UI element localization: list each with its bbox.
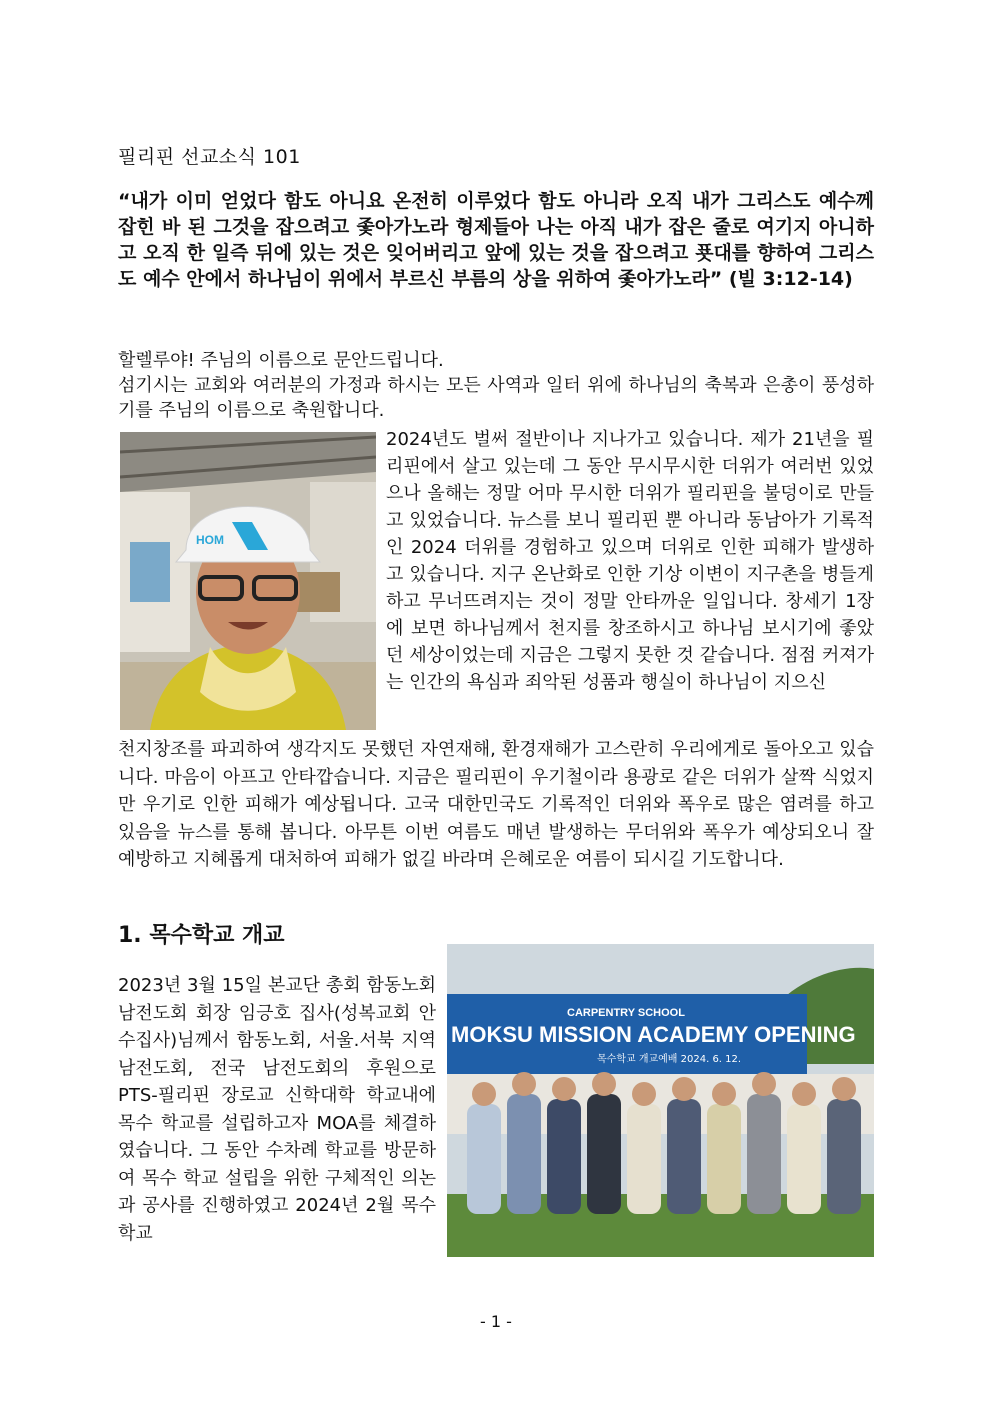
selfie-illustration — [120, 432, 376, 730]
banner-line-1: CARPENTRY SCHOOL — [567, 1007, 685, 1019]
helmet-text: HOM — [196, 533, 224, 547]
banner-line-3: 목수학교 개교예배 2024. 6. 12. — [597, 1054, 742, 1065]
page-number: - 1 - — [480, 1312, 512, 1331]
body-paragraph-continued: 천지창조를 파괴하여 생각지도 못했던 자연재해, 환경재해가 고스란히 우리에게로 돌아오고 있습니다. 마음이 아프고 안타깝습니다. 지금은 필리핀이 우기철이라 용광로 같은 더위가 살짝 식었지만 우기로 인한 피해가 예상됩니다. 고국 대한민국도 기록적인 더위와 폭우로 많은 염려를 하고 있음을 뉴스를 통해 봅니다. 아무튼 이번 여름도 매년 발생하는 무더위와 폭우가 예상되오니 잘 예방하고 지혜롭게 대처하여 피해가 없길 바라며 은혜로운 여름이 되시길 기도합니다. — [118, 739, 874, 870]
academy-opening-group-photo — [447, 944, 874, 1257]
section-heading: 1. 목수학교 개교 — [118, 923, 285, 948]
group-photo-illustration — [447, 944, 874, 1257]
banner-line-2: MOKSU MISSION ACADEMY OPENING — [451, 1022, 856, 1047]
scripture-verse: “내가 이미 얻었다 함도 아니요 온전히 이루었다 함도 아니라 오직 내가 그리스도 예수께 잡힌 바 된 그것을 잡으려고 좇아가노라 형제들아 나는 아직 내가 잡은 줄로 여기지 아니하고 오직 한 일즉 뒤에 있는 것은 잊어버리고 앞에 있는 것을 잡으려고 푯대를 향하여 그리스도 예수 안에서 하나님이 위에서 부르신 부름의 상을 위하여 좇아가노라” (빌 3:12-14) — [118, 190, 874, 290]
window — [130, 542, 170, 602]
greeting-text: 할렐루야! 주님의 이름으로 문안드립니다. — [118, 350, 444, 371]
missionary-selfie-photo — [120, 432, 376, 730]
blessing-text: 섬기시는 교회와 여러분의 가정과 하시는 모든 사역과 일터 위에 하나님의 축복과 은총이 풍성하기를 주님의 이름으로 축원합니다. — [118, 375, 874, 421]
section-paragraph: 2023년 3월 15일 본교단 총회 함동노회 남전도회 회장 임긍호 집사(성복교회 안수집사)님께서 함동노회, 서울.서북 지역 남전도회, 전국 남전도회의 후원으로 PTS-필리핀 장로교 신학대학 학교내에 목수 학교를 설립하고자 MOA를 체결하였습니다. 그 동안 수차례 학교를 방문하여 목수 학교 설립을 위한 구체적인 의논과 공사를 진행하였고 2024년 2월 목수 학교 — [118, 975, 436, 1244]
body-paragraph-wrapped: 2024년도 벌써 절반이나 지나가고 있습니다. 제가 21년을 필리핀에서 살고 있는데 그 동안 무시무시한 더위가 여러번 있었으나 올해는 정말 어마 무시한 더위가 필리핀을 불덩이로 만들고 있었습니다. 뉴스를 보니 필리핀 뿐 아니라 동남아가 기록적인 2024 더위를 경험하고 있으며 더위로 인한 피해가 발생하고 있습니다. 지구 온난화로 인한 기상 이변이 지구촌을 병들게하고 무너뜨려지는 것이 정말 안타까운 일입니다. 창세기 1장에 보면 하나님께서 천지를 창조하시고 하나님 보시기에 좋았던 세상이었는데 지금은 그렇지 못한 것 같습니다. 점점 커져가는 인간의 욕심과 죄악된 성품과 행실이 하나님이 지으신 — [386, 429, 874, 693]
document-title: 필리핀 선교소식 101 — [118, 146, 301, 168]
